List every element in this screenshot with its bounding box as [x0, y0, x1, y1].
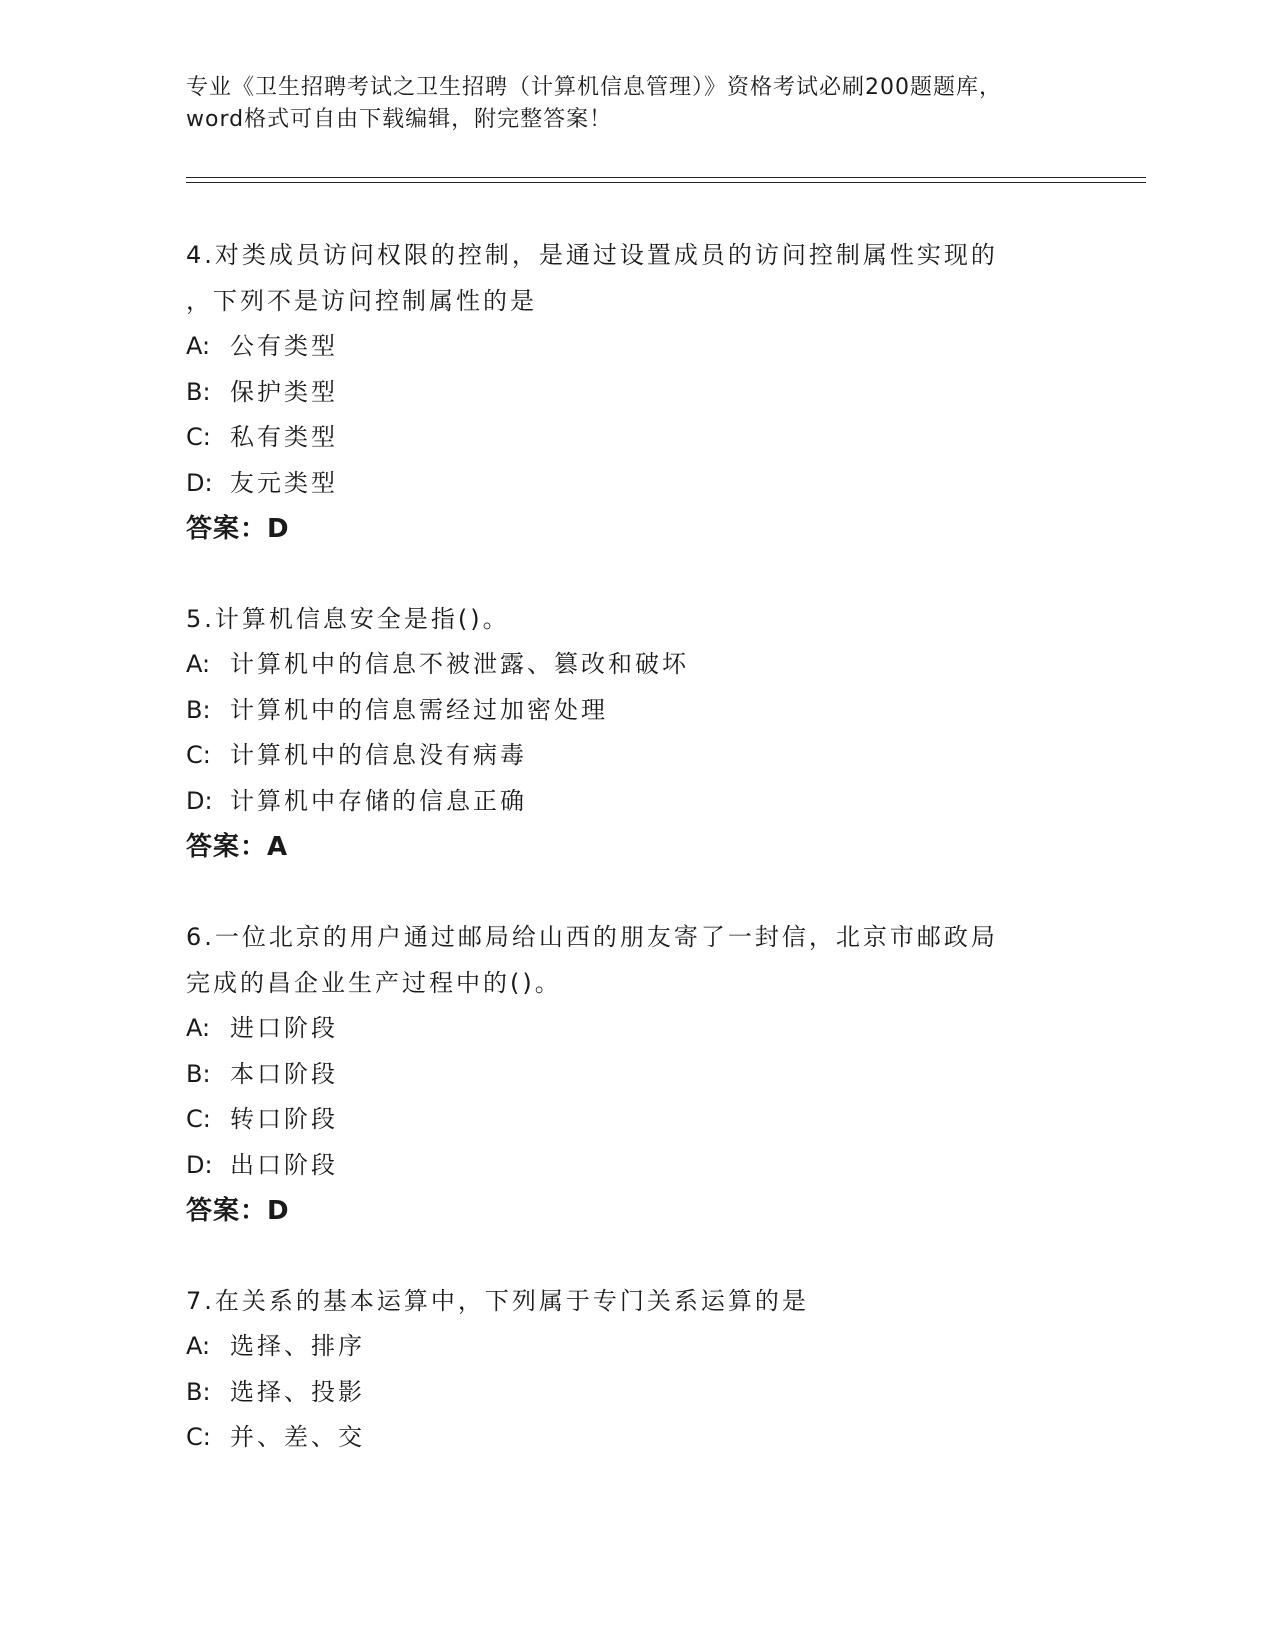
option-b — [186, 1370, 1146, 1416]
option-a — [186, 1006, 1146, 1052]
option-label: C: — [186, 423, 211, 451]
option-text: 本口阶段 — [230, 1059, 338, 1088]
answer-line: 答案：D — [186, 514, 290, 544]
header-line-1: 专业《卫生招聘考试之卫生招聘（计算机信息管理）》资格考试必刷200题题库， — [186, 75, 1002, 100]
option-text: 并、差、交 — [230, 1423, 365, 1451]
option-a — [186, 1324, 1146, 1370]
option-label: B: — [186, 1059, 211, 1088]
option-label: B: — [186, 695, 211, 724]
question-text: 6.一位北京的用户通过邮局给山西的朋友寄了一封信，北京市邮政局 — [186, 923, 998, 951]
option-label: C: — [186, 1105, 211, 1133]
option-c — [186, 1415, 1146, 1461]
option-text: 保护类型 — [230, 377, 338, 406]
option-text: 私有类型 — [230, 423, 338, 451]
option-label: D: — [186, 468, 213, 497]
option-label: D: — [186, 786, 213, 815]
option-label: C: — [186, 1423, 211, 1451]
header-divider-top — [186, 177, 1146, 178]
option-label: B: — [186, 377, 211, 406]
option-b — [186, 1052, 1146, 1098]
question-text-continued: ，下列不是访问控制属性的是 — [186, 287, 537, 315]
option-c — [186, 1097, 1146, 1143]
option-text: 计算机中的信息不被泄露、篡改和破坏 — [230, 650, 689, 678]
answer-line: 答案：D — [186, 1196, 290, 1226]
header-line-2: word格式可自由下载编辑，附完整答案！ — [186, 107, 613, 132]
question-4 — [186, 232, 1146, 552]
question-6 — [186, 914, 1146, 1234]
option-text: 转口阶段 — [230, 1105, 338, 1133]
option-c — [186, 415, 1146, 461]
option-text: 选择、投影 — [230, 1377, 365, 1406]
option-text: 友元类型 — [230, 468, 338, 497]
option-a — [186, 642, 1146, 688]
option-text: 选择、排序 — [230, 1332, 365, 1360]
question-5 — [186, 596, 1146, 870]
option-label: A: — [186, 1014, 211, 1042]
option-d — [186, 779, 1146, 825]
option-text: 计算机中的信息没有病毒 — [230, 741, 527, 769]
question-text: 7.在关系的基本运算中，下列属于专门关系运算的是 — [186, 1287, 809, 1315]
question-list — [186, 232, 1146, 1505]
option-a — [186, 324, 1146, 370]
question-text: 4.对类成员访问权限的控制，是通过设置成员的访问控制属性实现的 — [186, 241, 998, 269]
question-7 — [186, 1278, 1146, 1461]
option-text: 进口阶段 — [230, 1014, 338, 1042]
option-label: C: — [186, 741, 211, 769]
question-text-continued: 完成的昌企业生产过程中的()。 — [186, 969, 562, 997]
option-d — [186, 1143, 1146, 1189]
question-text: 5.计算机信息安全是指()。 — [186, 605, 510, 633]
option-c — [186, 733, 1146, 779]
option-b — [186, 370, 1146, 416]
answer-line: 答案：A — [186, 832, 289, 862]
document-header — [186, 72, 1106, 136]
option-label: A: — [186, 650, 211, 678]
option-label: D: — [186, 1150, 213, 1179]
option-label: A: — [186, 332, 211, 360]
option-text: 公有类型 — [230, 332, 338, 360]
option-text: 计算机中存储的信息正确 — [230, 786, 527, 815]
option-label: B: — [186, 1377, 211, 1406]
option-text: 出口阶段 — [230, 1150, 338, 1179]
option-label: A: — [186, 1332, 211, 1360]
option-d — [186, 461, 1146, 507]
option-text: 计算机中的信息需经过加密处理 — [230, 695, 608, 724]
header-divider-bottom — [186, 182, 1146, 183]
option-b — [186, 688, 1146, 734]
